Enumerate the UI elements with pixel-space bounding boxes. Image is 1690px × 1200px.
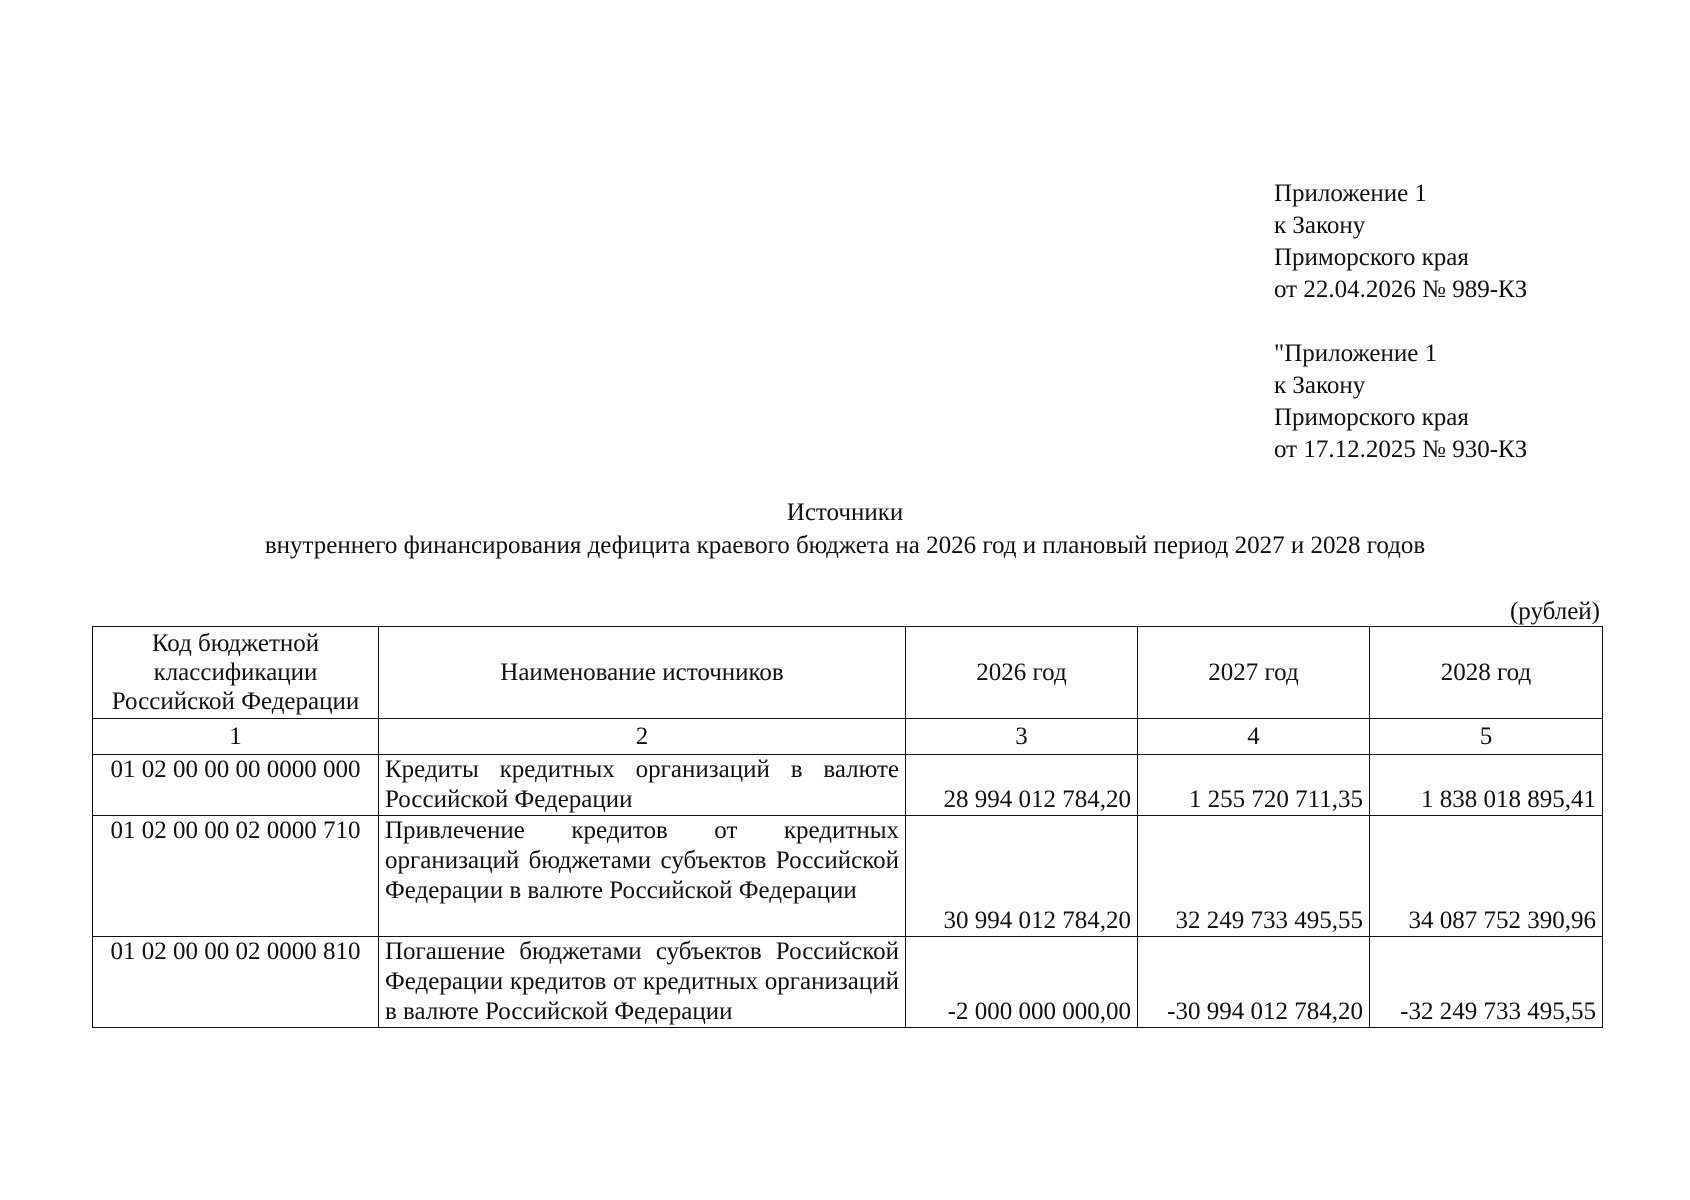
attachment-current-line-3: Приморского края (1274, 244, 1469, 271)
row-name: Привлечение кредитов от кредитных организаций бюджетами субъектов Российской Федерации в валюте Российской Федерации (379, 816, 906, 937)
attachment-current-block (1274, 178, 1527, 306)
row-code: 01 02 00 00 00 0000 000 (93, 755, 379, 816)
row-amount-2026: 28 994 012 784,20 (906, 755, 1138, 816)
units-label: (рублей) (1509, 598, 1600, 625)
column-number: 1 (93, 719, 379, 755)
table-row (93, 937, 1603, 1028)
header-name: Наименование источников (379, 627, 906, 719)
row-amount-2027: 1 255 720 711,35 (1138, 755, 1370, 816)
row-name: Кредиты кредитных организаций в валюте Российской Федерации (379, 755, 906, 816)
row-amount-2028: 34 087 752 390,96 (1370, 816, 1603, 937)
header-2026: 2026 год (906, 627, 1138, 719)
row-name: Погашение бюджетами субъектов Российской Федерации кредитов от кредитных организаций в валюте Российской Федерации (379, 937, 906, 1028)
column-number: 4 (1138, 719, 1370, 755)
row-code: 01 02 00 00 02 0000 710 (93, 816, 379, 937)
header-code: Код бюджетной классификации Российской Федерации (93, 627, 379, 719)
column-number-row (93, 719, 1603, 755)
column-number: 5 (1370, 719, 1603, 755)
financing-sources-table (92, 626, 1603, 1028)
column-number: 3 (906, 719, 1138, 755)
attachment-original-line-3: Приморского края (1274, 404, 1469, 431)
attachment-original-block (1274, 338, 1527, 466)
row-amount-2027: 32 249 733 495,55 (1138, 816, 1370, 937)
attachment-current-line-2: к Закону (1274, 212, 1366, 239)
header-2028: 2028 год (1370, 627, 1603, 719)
document-subtitle: внутреннего финансирования дефицита краевого бюджета на 2026 год и плановый период 2027 и 2028 годов (264, 532, 1426, 559)
row-amount-2027: -30 994 012 784,20 (1138, 937, 1370, 1028)
column-number: 2 (379, 719, 906, 755)
table-row (93, 816, 1603, 937)
attachment-original-line-1: "Приложение 1 (1274, 340, 1438, 367)
table-row (93, 755, 1603, 816)
document-title: Источники (786, 499, 904, 526)
row-amount-2026: 30 994 012 784,20 (906, 816, 1138, 937)
row-amount-2026: -2 000 000 000,00 (906, 937, 1138, 1028)
row-code: 01 02 00 00 02 0000 810 (93, 937, 379, 1028)
attachment-current-line-4: от 22.04.2026 № 989-КЗ (1274, 276, 1528, 303)
row-amount-2028: 1 838 018 895,41 (1370, 755, 1603, 816)
header-2027: 2027 год (1138, 627, 1370, 719)
attachment-current-line-1: Приложение 1 (1274, 180, 1427, 207)
row-amount-2028: -32 249 733 495,55 (1370, 937, 1603, 1028)
table-header-row (93, 627, 1603, 719)
attachment-original-line-4: от 17.12.2025 № 930-КЗ (1274, 436, 1528, 463)
attachment-original-line-2: к Закону (1274, 372, 1366, 399)
